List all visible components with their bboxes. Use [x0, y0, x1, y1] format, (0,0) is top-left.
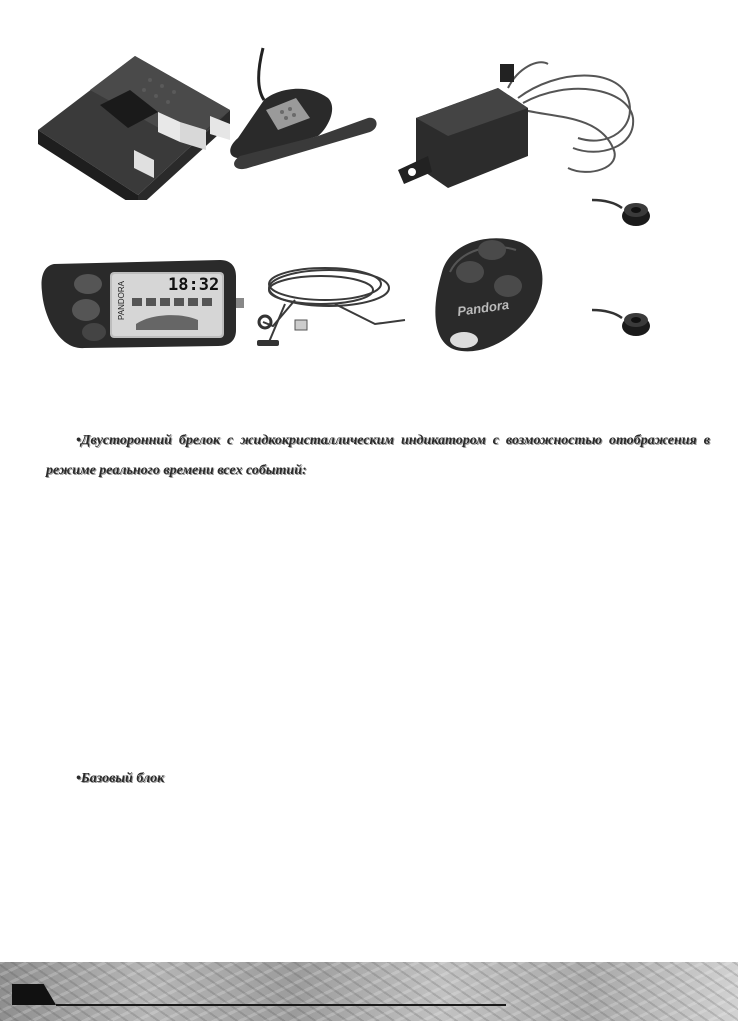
remote-time-label: 18:32 — [168, 275, 220, 295]
wire-harness-photo — [255, 260, 415, 356]
keyfob-heading-text: •Двусторонний брелок с жидкокристаллическим индикатором с возможностью отображения в режиме реального времени всех событий: — [46, 433, 710, 478]
small-remote-brand: Pandora — [456, 296, 510, 319]
small-remote-photo — [420, 232, 550, 357]
base-unit-photo — [30, 50, 235, 200]
product-photos-bottom-row — [0, 232, 738, 382]
footer-texture — [0, 962, 738, 1021]
small-sensor-photo-2 — [590, 292, 660, 342]
footer-rule — [56, 1004, 506, 1006]
small-sensor-photo-1 — [590, 186, 660, 234]
keyfob-heading — [46, 426, 710, 486]
base-unit-heading-text: •Базовый блок — [76, 771, 165, 786]
antenna-module-photo — [218, 38, 383, 183]
remote-brand-label: PANDORA — [117, 281, 126, 320]
page-footer-band — [0, 962, 738, 1021]
product-photos-top-row — [0, 38, 738, 218]
lcd-remote-photo — [40, 258, 245, 354]
base-unit-heading — [46, 764, 710, 794]
